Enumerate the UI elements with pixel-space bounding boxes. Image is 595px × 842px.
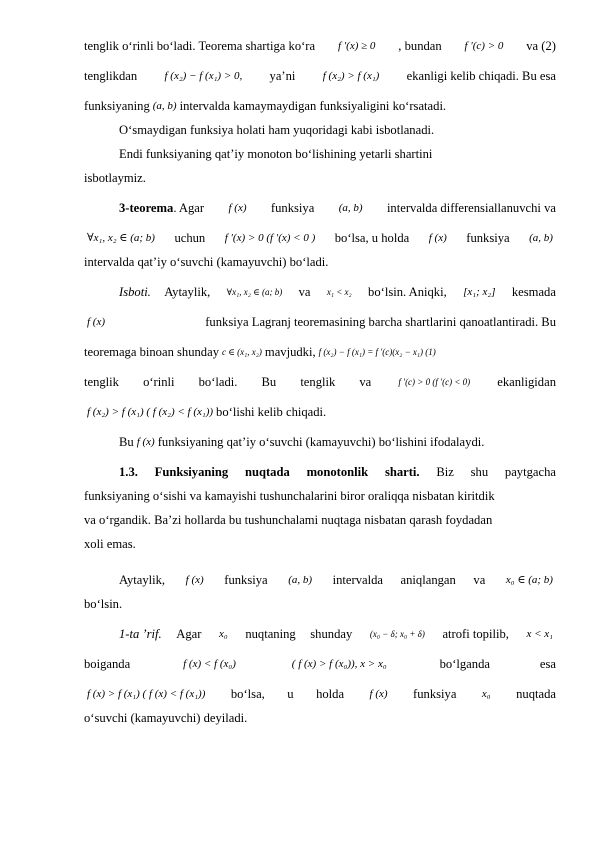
- text: Bu: [119, 435, 134, 449]
- text: teoremaga binoan shunday: [84, 345, 219, 359]
- section-title-word: sharti.: [384, 465, 420, 479]
- text: Aytaylik,: [164, 285, 211, 299]
- line-16-section-heading: [119, 460, 556, 484]
- text: funksiya: [466, 231, 510, 245]
- line-7: [119, 196, 556, 220]
- line-1: [84, 34, 556, 58]
- formula: f (x) > f (x₁) ( f (x) < f (x₁)): [87, 688, 206, 700]
- text: Endi funksiyaning qat’iy monoton bo‘lishining yetarli shartini: [119, 147, 433, 161]
- formula: c ∈ (x₁, x₂): [222, 347, 262, 357]
- formula: f ′(x) ≥ 0: [337, 40, 376, 52]
- text: Bu: [261, 375, 277, 389]
- line-22: [119, 622, 556, 646]
- section-title-word: nuqtada: [244, 465, 290, 479]
- text: va: [473, 573, 486, 587]
- formula: f (x): [369, 688, 388, 700]
- text: Agar: [176, 627, 202, 641]
- text: ekanligi kelib chiqadi. Bu esa: [406, 69, 556, 83]
- text: tenglik: [300, 375, 336, 389]
- text: o‘suvchi (kamayuvchi) deyiladi.: [84, 711, 248, 725]
- formula: f ′(c) > 0 (f ′(c) < 0): [398, 377, 471, 387]
- line-2: [84, 64, 556, 88]
- line-6: [84, 166, 556, 190]
- text: va: [359, 375, 372, 389]
- text: Biz: [436, 465, 454, 479]
- text: funksiya: [413, 687, 457, 701]
- text: xoli emas.: [84, 537, 136, 551]
- definition-label: 1-ta ’rif.: [119, 627, 162, 641]
- line-8: [84, 226, 556, 250]
- formula: [x₁; x₂]: [463, 286, 496, 298]
- text: mavjudki,: [264, 345, 316, 359]
- formula: x < x₁: [526, 628, 553, 640]
- text: bo‘lsa, u holda: [334, 231, 410, 245]
- formula: f (x): [87, 316, 106, 328]
- text: aniqlangan: [400, 573, 456, 587]
- line-10: [119, 280, 556, 304]
- text: atrofi topilib,: [442, 627, 509, 641]
- text: va: [298, 285, 311, 299]
- formula: f ′(x) > 0 (f ′(x) < 0 ): [224, 232, 316, 244]
- formula: f (x₂) − f (x₁) > 0,: [164, 70, 243, 82]
- section-title-word: Funksiyaning: [154, 465, 229, 479]
- text: paytgacha: [504, 465, 556, 479]
- line-17: [84, 484, 556, 508]
- line-5: [119, 142, 556, 166]
- line-14: [84, 400, 556, 424]
- formula: f ′(c) > 0: [464, 40, 504, 52]
- text: intervalda: [332, 573, 383, 587]
- formula: f (x): [136, 436, 155, 448]
- formula: x₀: [219, 628, 228, 640]
- text: ya’ni: [269, 69, 296, 83]
- line-3: [84, 94, 556, 118]
- text: bo‘ladi.: [198, 375, 238, 389]
- text: o‘rinli: [143, 375, 175, 389]
- line-19: [84, 532, 556, 556]
- formula: f (x): [185, 574, 204, 586]
- text: funksiya: [224, 573, 268, 587]
- text: bo‘lsin.: [84, 597, 123, 611]
- section-number: 1.3.: [119, 465, 138, 479]
- text: va (2): [526, 39, 556, 53]
- section-title-word: monotonlik: [306, 465, 369, 479]
- text: funksiya: [270, 201, 315, 215]
- text: shu: [470, 465, 489, 479]
- text: , bundan: [398, 39, 442, 53]
- formula: x₀ ∈ (a; b): [505, 574, 553, 586]
- text: nuqtaning: [245, 627, 296, 641]
- formula: f (x₂) − f (x₁) = f ′(c)(x₂ − x₁) (1): [318, 347, 436, 357]
- line-18: [84, 508, 556, 532]
- line-4: [119, 118, 556, 142]
- text: nuqtada: [516, 687, 556, 701]
- formula: x₀: [481, 688, 491, 700]
- formula: (x₀ − δ; x₀ + δ): [369, 629, 425, 639]
- text: Aytaylik,: [119, 573, 166, 587]
- formula: (a, b): [152, 100, 177, 112]
- text: bo‘lganda: [439, 657, 490, 671]
- text: ekanligidan: [497, 375, 556, 389]
- formula: ( f (x) > f (x₀)), x > x₀: [291, 658, 387, 670]
- text: funksiyaning: [84, 99, 150, 113]
- text: bo‘lishi kelib chiqadi.: [216, 405, 327, 419]
- formula: (a, b): [529, 232, 553, 244]
- text: holda: [316, 687, 345, 701]
- text: shunday: [310, 627, 353, 641]
- text: esa: [539, 657, 556, 671]
- text: tenglik: [84, 375, 119, 389]
- line-24: [84, 682, 556, 706]
- line-13: [84, 370, 556, 394]
- text: funksiyaning qat’iy o‘suvchi (kamayuvchi) bo‘lishini ifodalaydi.: [157, 435, 485, 449]
- formula: ∀x₁, x₂ ∈ (a; b): [226, 287, 283, 297]
- text: va o‘rgandik. Ba’zi hollarda bu tushunchalami nuqtaga nisbatan qarash foydadan: [84, 513, 493, 527]
- text: intervalda differensiallanuvchi va: [386, 201, 556, 215]
- text: tenglikdan: [84, 69, 138, 83]
- theorem-label: 3-teorema: [119, 201, 174, 215]
- formula: (a, b): [288, 574, 313, 586]
- text: O‘smaydigan funksiya holati ham yuqoridagi kabi isbotlanadi.: [119, 123, 435, 137]
- formula: (a, b): [338, 202, 363, 214]
- formula: ∀x₁, x₂ ∈ (a; b): [87, 232, 155, 244]
- line-15: [119, 430, 556, 454]
- text: isbotlaymiz.: [84, 171, 146, 185]
- text: kesmada: [511, 285, 556, 299]
- text: bo‘lsin. Aniqki,: [368, 285, 447, 299]
- line-21: [84, 592, 556, 616]
- text: intervalda qat’iy o‘suvchi (kamayuvchi) bo‘ladi.: [84, 255, 329, 269]
- line-12: [84, 340, 556, 364]
- formula: f (x): [428, 232, 447, 244]
- text: bo‘lsa,: [230, 687, 265, 701]
- line-23: [84, 652, 556, 676]
- line-20: [119, 568, 556, 592]
- text: uchun: [174, 231, 206, 245]
- text: boiganda: [84, 657, 131, 671]
- text: intervalda kamaymaydigan funksiyaligini ko‘rsatadi.: [179, 99, 447, 113]
- formula: f (x₂) > f (x₁) ( f (x₂) < f (x₁)): [87, 406, 214, 418]
- text: . Agar: [173, 201, 205, 215]
- formula: f (x) < f (x₀): [183, 658, 236, 670]
- text: funksiyaning o‘sishi va kamayishi tushunchalarini biror oraliqqa nisbatan kiritdik: [84, 489, 495, 503]
- line-25: [84, 706, 556, 730]
- proof-label: Isboti.: [119, 285, 151, 299]
- line-9: [84, 250, 556, 274]
- formula: f (x₂) > f (x₁): [322, 70, 380, 82]
- text: u: [287, 687, 294, 701]
- text: funksiya Lagranj teoremasining barcha shartlarini qanoatlantiradi. Bu: [205, 315, 556, 329]
- formula: x₁ < x₂: [326, 287, 352, 297]
- formula: f (x): [228, 202, 247, 214]
- line-11: [84, 310, 556, 334]
- text: tenglik o‘rinli bo‘ladi. Teorema shartiga ko‘ra: [84, 39, 316, 53]
